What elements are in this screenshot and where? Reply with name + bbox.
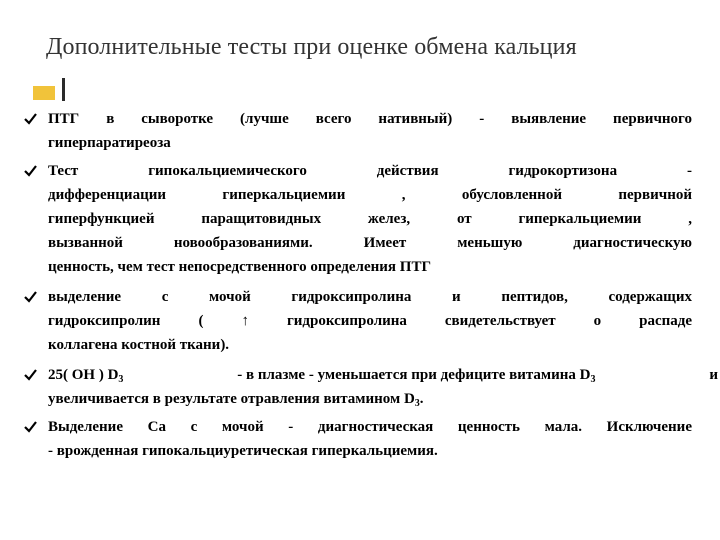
bullet-2-line-3: гиперфункцией паращитовидных желез, от гиперкальциемии , [48,211,692,227]
bullet-5-line-1: Выделение Са с мочой - диагностическая ценность мала. Исключение [48,419,692,435]
slide-title: Дополнительные тесты при оценке обмена кальция [46,34,577,60]
checkmark-arrow-icon [24,112,37,126]
checkmark-arrow-icon [24,368,37,382]
bullet-4-line-2: увеличивается в результате отравления витамином $D_3$. [48,391,424,409]
bullet-3-line-1: выделение с мочой гидроксипролина и пептидов, содержащих [48,289,692,305]
bullet-4-conj: и [709,367,718,383]
gold-accent-block [33,86,55,100]
bullet-5-line-2: - врожденная гипокальциуретическая гиперкальциемия. [48,443,438,459]
bullet-1-line-1: ПТГ в сыворотке (лучше всего нативный) - выявление первичного [48,111,692,127]
bullet-2-line-5: ценность, чем тест непосредственного определения ПТГ [48,259,431,275]
bullet-2-line-2: дифференциации гиперкальциемии , обусловленной первичной [48,187,692,203]
vitamin-d-label: 25( ОН ) $D_3$ [48,367,124,385]
bullet-2-line-1: Тест гипокальциемического действия гидрокортизона - [48,163,692,179]
checkmark-arrow-icon [24,420,37,434]
checkmark-arrow-icon [24,164,37,178]
bullet-4-text: - в плазме - уменьшается при дефиците витамина $D_3$ [237,367,596,385]
title-divider [62,78,65,101]
checkmark-arrow-icon [24,290,37,304]
bullet-3-line-2: гидроксипролин ( ↑ гидроксипролина свидетельствует о распаде [48,313,692,329]
bullet-4-line-1 [48,366,718,389]
bullet-2-line-4: вызванной новообразованиями. Имеет меньшую диагностическую [48,235,692,251]
bullet-1-line-2: гиперпаратиреоза [48,135,171,151]
bullet-3-line-3: коллагена костной ткани). [48,337,230,353]
